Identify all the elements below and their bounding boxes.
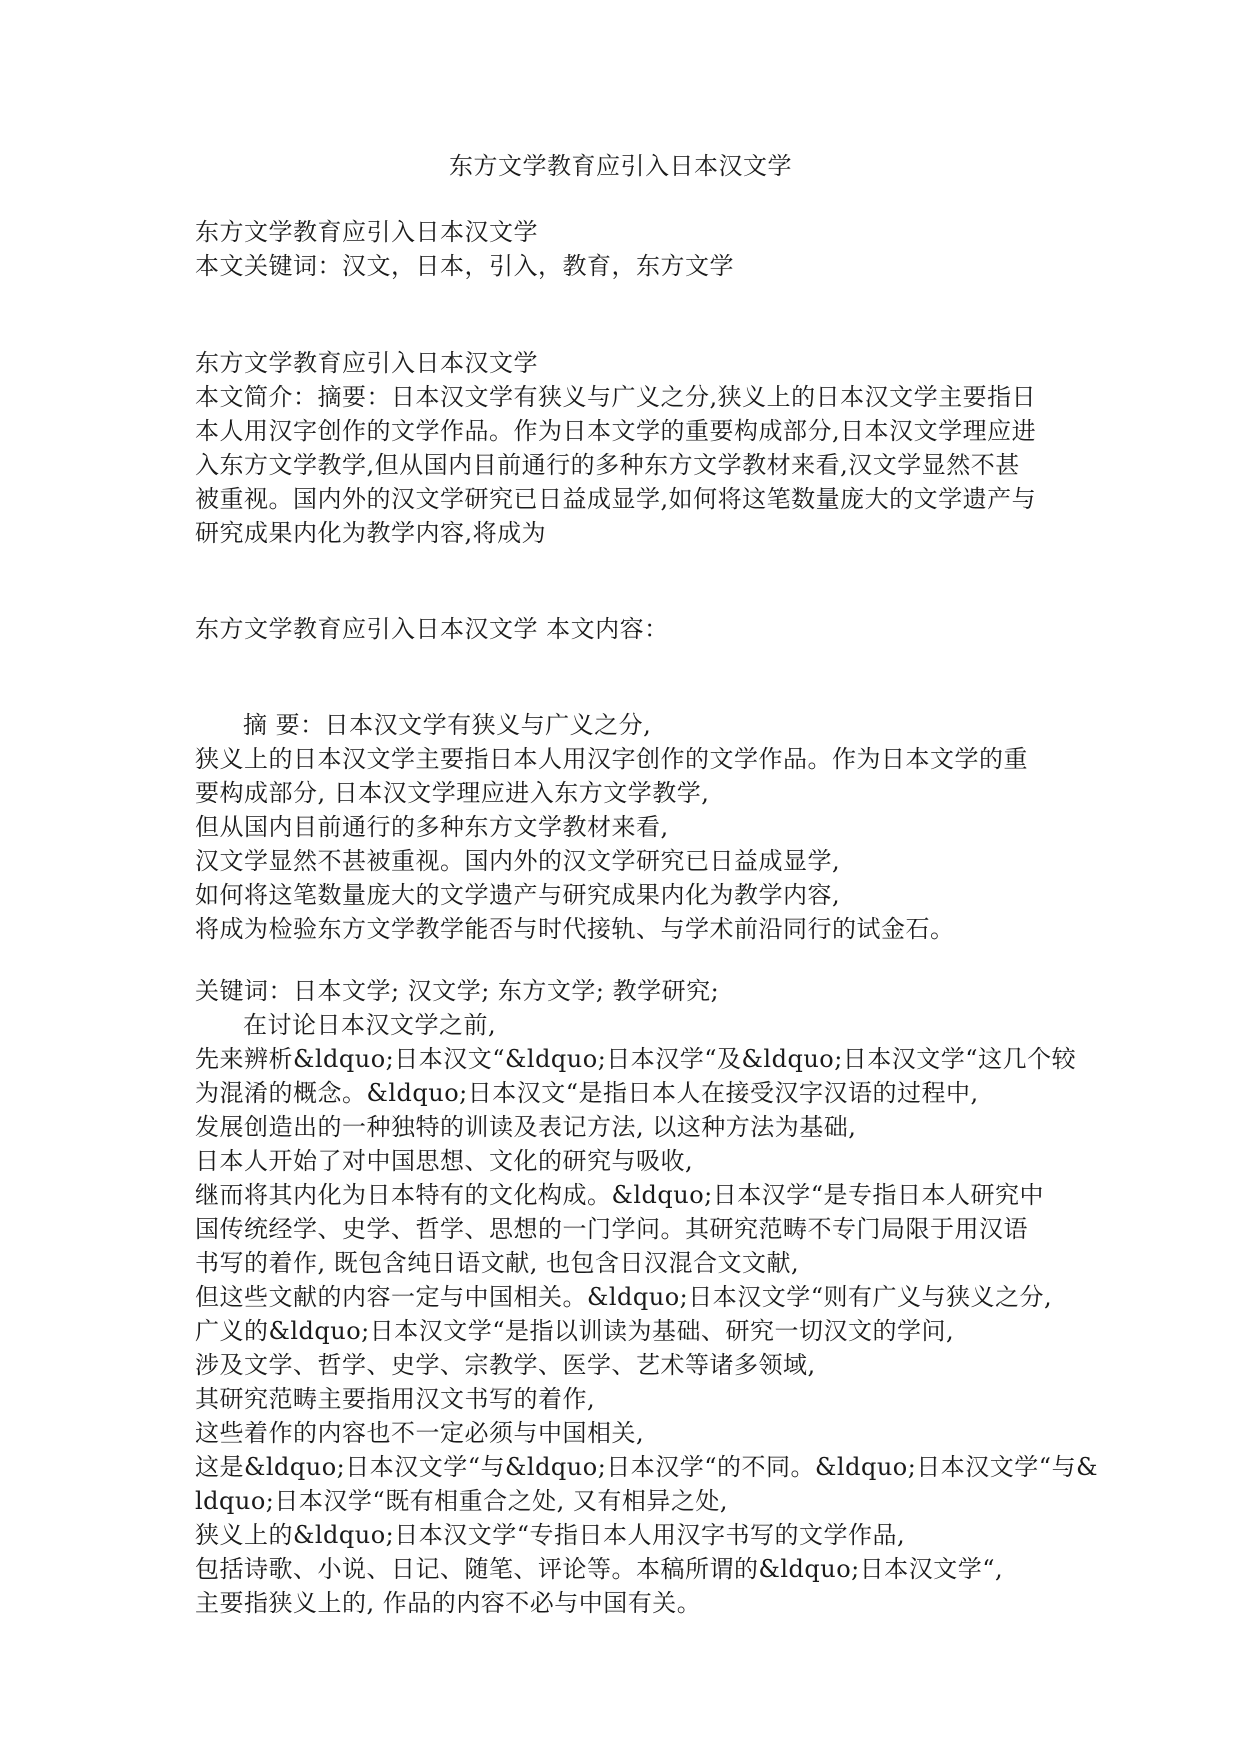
- intro-line: 研究成果内化为教学内容,将成为: [195, 519, 547, 547]
- abstract-line: 如何将这笔数量庞大的文学遗产与研究成果内化为教学内容,: [195, 881, 841, 909]
- abstract-line: 要构成部分, 日本汉文学理应进入东方文学教学,: [195, 779, 710, 807]
- body-line: 先来辨析&ldquo;日本汉文“&ldquo;日本汉学“及&ldquo;日本汉文学“这几个较: [195, 1045, 1077, 1073]
- body-line: 书写的着作, 既包含纯日语文献, 也包含日汉混合文文献,: [195, 1249, 800, 1277]
- body-line: 为混淆的概念。&ldquo;日本汉文“是指日本人在接受汉字汉语的过程中,: [195, 1079, 979, 1107]
- abstract-line: 将成为检验东方文学教学能否与时代接轨、与学术前沿同行的试金石。: [195, 915, 955, 943]
- body-line: 但这些文献的内容一定与中国相关。&ldquo;日本汉文学“则有广义与狭义之分,: [195, 1283, 1053, 1311]
- body-line: 涉及文学、哲学、史学、宗教学、医学、艺术等诸多领域,: [195, 1351, 816, 1379]
- intro-heading: 东方文学教育应引入日本汉文学: [195, 349, 538, 377]
- body-line: 国传统经学、史学、哲学、思想的一门学问。其研究范畴不专门局限于用汉语: [195, 1215, 1028, 1243]
- body-line: 主要指狭义上的, 作品的内容不必与中国有关。: [195, 1589, 702, 1617]
- body-first-line: 在讨论日本汉文学之前,: [243, 1011, 497, 1039]
- abstract-line: 狭义上的日本汉文学主要指日本人用汉字创作的文学作品。作为日本文学的重: [195, 745, 1028, 773]
- body-line: 发展创造出的一种独特的训读及表记方法, 以这种方法为基础,: [195, 1113, 857, 1141]
- intro-line: 本人用汉字创作的文学作品。作为日本文学的重要构成部分,日本汉文学理应进: [195, 417, 1037, 445]
- intro-line: 入东方文学教学,但从国内目前通行的多种东方文学教材来看,汉文学显然不甚: [195, 451, 1020, 479]
- abstract-line: 汉文学显然不甚被重视。国内外的汉文学研究已日益成显学,: [195, 847, 841, 875]
- intro-line: 被重视。国内外的汉文学研究已日益成显学,如何将这笔数量庞大的文学遗产与: [195, 485, 1037, 513]
- header-subtitle: 东方文学教育应引入日本汉文学: [195, 218, 538, 246]
- content-heading: 东方文学教育应引入日本汉文学 本文内容：: [195, 615, 669, 643]
- abstract-line: 但从国内目前通行的多种东方文学教材来看,: [195, 813, 669, 841]
- body-line: ldquo;日本汉学“既有相重合之处, 又有相异之处,: [195, 1487, 729, 1515]
- body-line: 狭义上的&ldquo;日本汉文学“专指日本人用汉字书写的文学作品,: [195, 1521, 906, 1549]
- intro-line: 本文简介：摘要：日本汉文学有狭义与广义之分,狭义上的日本汉文学主要指日: [195, 383, 1037, 411]
- abstract-first-line: 摘 要：日本汉文学有狭义与广义之分,: [243, 711, 652, 739]
- keywords-line: 关键词：日本文学; 汉文学; 东方文学; 教学研究;: [195, 977, 720, 1005]
- body-line: 其研究范畴主要指用汉文书写的着作,: [195, 1385, 596, 1413]
- body-line: 日本人开始了对中国思想、文化的研究与吸收,: [195, 1147, 694, 1175]
- body-line: 这是&ldquo;日本汉文学“与&ldquo;日本汉学“的不同。&ldquo;日本汉文学“与&: [195, 1453, 1098, 1481]
- body-line: 广义的&ldquo;日本汉文学“是指以训读为基础、研究一切汉文的学问,: [195, 1317, 955, 1345]
- body-line: 这些着作的内容也不一定必须与中国相关,: [195, 1419, 645, 1447]
- body-line: 包括诗歌、小说、日记、随笔、评论等。本稿所谓的&ldquo;日本汉文学“,: [195, 1555, 1004, 1583]
- header-keywords: 本文关键词：汉文，日本，引入，教育，东方文学: [195, 252, 734, 280]
- body-line: 继而将其内化为日本特有的文化构成。&ldquo;日本汉学“是专指日本人研究中: [195, 1181, 1045, 1209]
- document-title: 东方文学教育应引入日本汉文学: [449, 152, 792, 180]
